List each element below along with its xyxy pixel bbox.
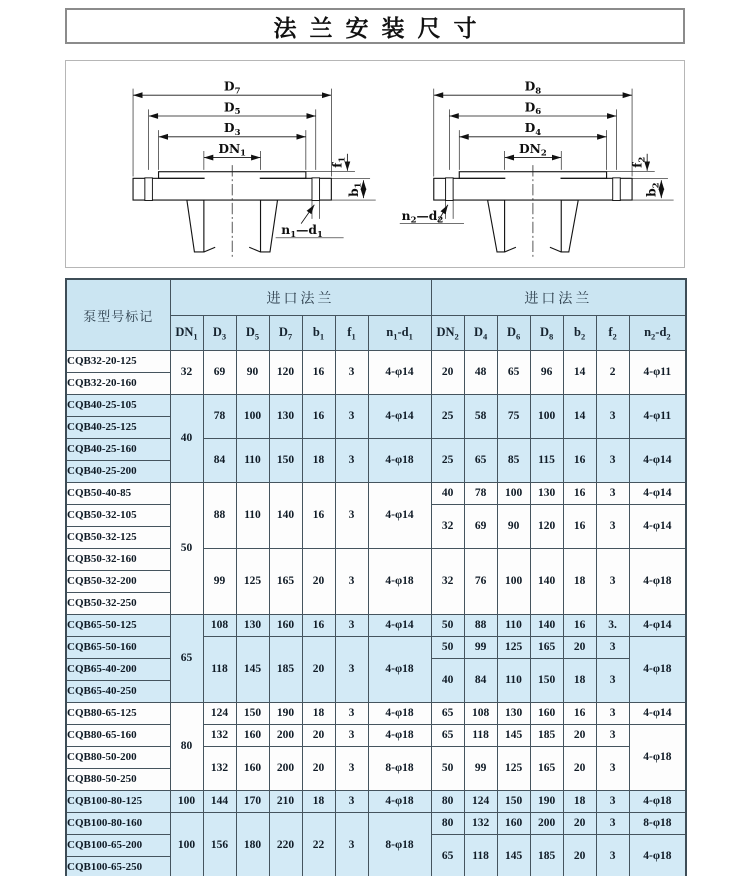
value-cell: 4-φ18 [368, 791, 431, 813]
value-cell: 4-φ18 [368, 439, 431, 483]
value-cell: 124 [464, 791, 497, 813]
pipe-wall-right [561, 200, 578, 252]
value-cell: 118 [203, 637, 236, 703]
value-cell: 16 [563, 439, 596, 483]
value-cell: 110 [236, 483, 269, 549]
page-title: 法兰安装尺寸 [273, 14, 490, 41]
value-cell: 220 [269, 813, 302, 876]
inlet-flange-diagram [100, 69, 388, 265]
value-cell: 16 [302, 615, 335, 637]
model-cell: CQB100-80-160 [66, 813, 170, 835]
value-cell: 144 [203, 791, 236, 813]
value-cell: 3 [596, 439, 629, 483]
flange-diagrams [65, 60, 685, 268]
value-cell: 3 [335, 351, 368, 395]
value-cell: 3 [335, 747, 368, 791]
bolt-hole-projection [312, 200, 320, 219]
value-cell: 48 [464, 351, 497, 395]
value-cell: 185 [269, 637, 302, 703]
value-cell: 88 [464, 615, 497, 637]
value-cell: 4-φ14 [368, 351, 431, 395]
model-cell: CQB40-25-200 [66, 461, 170, 483]
value-cell: 4-φ11 [629, 395, 686, 439]
value-cell: 20 [431, 351, 464, 395]
dim-label-b2: $b_2$ [643, 182, 662, 197]
value-cell: 170 [236, 791, 269, 813]
value-cell: 65 [431, 835, 464, 876]
value-cell: 40 [431, 483, 464, 505]
value-cell: 8-φ18 [629, 813, 686, 835]
value-cell: 14 [563, 351, 596, 395]
value-cell: 16 [302, 395, 335, 439]
value-cell: 156 [203, 813, 236, 876]
bolt-hole-projection [446, 200, 454, 219]
value-cell: 150 [530, 659, 563, 703]
table-row [66, 791, 686, 813]
value-cell: 132 [203, 725, 236, 747]
col-header-f1: $f_1$ [335, 316, 368, 351]
model-cell: CQB80-65-160 [66, 725, 170, 747]
value-cell: 75 [497, 395, 530, 439]
value-cell: 20 [302, 747, 335, 791]
value-cell: 3 [596, 703, 629, 725]
value-cell: 65 [431, 725, 464, 747]
value-cell: 80 [431, 813, 464, 835]
nd-leader [301, 205, 314, 224]
value-cell: 3 [335, 549, 368, 615]
model-cell: CQB65-40-250 [66, 681, 170, 703]
value-cell: 100 [170, 813, 203, 876]
value-cell: 4-φ18 [368, 637, 431, 703]
value-cell: 200 [530, 813, 563, 835]
outlet-flange-diagram [396, 69, 684, 265]
value-cell: 145 [236, 637, 269, 703]
value-cell: 165 [530, 747, 563, 791]
value-cell: 100 [497, 483, 530, 505]
value-cell: 20 [563, 747, 596, 791]
pipe-wall-left [187, 200, 204, 252]
value-cell: 16 [302, 483, 335, 549]
value-cell: 3 [596, 791, 629, 813]
value-cell: 18 [563, 659, 596, 703]
value-cell: 69 [464, 505, 497, 549]
value-cell: 150 [236, 703, 269, 725]
bolt-hole-left [145, 178, 153, 201]
value-cell: 3 [596, 725, 629, 747]
value-cell: 130 [530, 483, 563, 505]
model-cell: CQB50-32-105 [66, 505, 170, 527]
table-row [66, 813, 686, 835]
model-cell: CQB40-25-125 [66, 417, 170, 439]
value-cell: 130 [497, 703, 530, 725]
value-cell: 120 [269, 351, 302, 395]
inlet-flange-group-header: 进口法兰 [170, 279, 431, 316]
dim-label-d5: $D_5$ [223, 99, 241, 118]
value-cell: 125 [236, 549, 269, 615]
value-cell: 3 [335, 483, 368, 549]
value-cell: 99 [203, 549, 236, 615]
value-cell: 4-φ14 [629, 483, 686, 505]
value-cell: 4-φ18 [368, 549, 431, 615]
value-cell: 200 [269, 747, 302, 791]
table-row [66, 725, 686, 747]
value-cell: 3 [335, 395, 368, 439]
value-cell: 18 [302, 439, 335, 483]
value-cell: 130 [236, 615, 269, 637]
value-cell: 110 [497, 615, 530, 637]
value-cell: 65 [170, 615, 203, 703]
value-cell: 165 [530, 637, 563, 659]
model-cell: CQB32-20-160 [66, 373, 170, 395]
value-cell: 180 [236, 813, 269, 876]
value-cell: 100 [236, 395, 269, 439]
pipe-wall-left [488, 200, 505, 252]
value-cell: 90 [236, 351, 269, 395]
value-cell: 140 [530, 549, 563, 615]
value-cell: 14 [563, 395, 596, 439]
group-header-row [66, 279, 686, 316]
model-cell: CQB100-65-250 [66, 857, 170, 876]
value-cell: 3 [596, 747, 629, 791]
value-cell: 18 [563, 549, 596, 615]
col-header-f2: $f_2$ [596, 316, 629, 351]
value-cell: 3 [335, 637, 368, 703]
dim-label-dn2: $DN_2$ [519, 140, 547, 159]
dim-label-d7: $D_7$ [223, 78, 241, 97]
dim-label-b1: $b_1$ [345, 182, 364, 197]
value-cell: 99 [464, 747, 497, 791]
value-cell: 210 [269, 791, 302, 813]
value-cell: 145 [497, 835, 530, 876]
value-cell: 4-φ18 [629, 791, 686, 813]
table-row [66, 395, 686, 417]
value-cell: 132 [464, 813, 497, 835]
value-cell: 3 [596, 549, 629, 615]
value-cell: 160 [236, 747, 269, 791]
value-cell: 84 [464, 659, 497, 703]
value-cell: 18 [563, 791, 596, 813]
dim-label-d3: $D_3$ [223, 120, 241, 138]
table-row [66, 637, 686, 659]
model-cell: CQB100-80-125 [66, 791, 170, 813]
value-cell: 50 [431, 637, 464, 659]
value-cell: 4-φ18 [629, 637, 686, 703]
value-cell: 90 [497, 505, 530, 549]
value-cell: 16 [563, 615, 596, 637]
value-cell: 3 [596, 505, 629, 549]
value-cell: 80 [170, 703, 203, 791]
bolt-hole-right [312, 178, 320, 201]
value-cell: 140 [530, 615, 563, 637]
col-header-d4: $D_4$ [464, 316, 497, 351]
table-row [66, 483, 686, 505]
value-cell: 18 [302, 703, 335, 725]
value-cell: 145 [497, 725, 530, 747]
value-cell: 16 [563, 703, 596, 725]
value-cell: 8-φ18 [368, 747, 431, 791]
value-cell: 160 [497, 813, 530, 835]
value-cell: 20 [302, 637, 335, 703]
value-cell: 3 [596, 659, 629, 703]
col-header-d3: $D_3$ [203, 316, 236, 351]
value-cell: 190 [530, 791, 563, 813]
value-cell: 99 [464, 637, 497, 659]
value-cell: 50 [431, 615, 464, 637]
value-cell: 25 [431, 395, 464, 439]
bolt-hole-left [446, 178, 454, 201]
table-row [66, 703, 686, 725]
value-cell: 32 [431, 505, 464, 549]
dim-label-d8: $D_8$ [524, 78, 542, 97]
value-cell: 100 [530, 395, 563, 439]
value-cell: 40 [431, 659, 464, 703]
value-cell: 160 [530, 703, 563, 725]
col-header-dn1: $DN_1$ [170, 316, 203, 351]
pipe-wall-right [261, 200, 278, 252]
value-cell: 16 [563, 483, 596, 505]
model-cell: CQB32-20-125 [66, 351, 170, 373]
value-cell: 150 [269, 439, 302, 483]
value-cell: 4-φ14 [629, 439, 686, 483]
value-cell: 80 [431, 791, 464, 813]
value-cell: 3 [335, 615, 368, 637]
dim-label-f1: $f_1$ [329, 156, 348, 168]
value-cell: 118 [464, 835, 497, 876]
value-cell: 40 [170, 395, 203, 483]
value-cell: 88 [203, 483, 236, 549]
model-column-header: 泵型号标记 [66, 279, 170, 351]
value-cell: 3 [335, 813, 368, 876]
value-cell: 20 [563, 637, 596, 659]
value-cell: 32 [170, 351, 203, 395]
value-cell: 140 [269, 483, 302, 549]
value-cell: 165 [269, 549, 302, 615]
value-cell: 160 [269, 615, 302, 637]
dim-label-dn1: $DN_1$ [218, 140, 247, 159]
value-cell: 125 [497, 747, 530, 791]
value-cell: 190 [269, 703, 302, 725]
value-cell: 4-φ14 [368, 483, 431, 549]
model-cell: CQB50-32-160 [66, 549, 170, 571]
value-cell: 185 [530, 725, 563, 747]
value-cell: 4-φ14 [629, 703, 686, 725]
value-cell: 84 [203, 439, 236, 483]
table-row [66, 351, 686, 373]
value-cell: 78 [464, 483, 497, 505]
model-cell: CQB100-65-200 [66, 835, 170, 857]
model-cell: CQB80-50-200 [66, 747, 170, 769]
value-cell: 4-φ18 [629, 835, 686, 876]
value-cell: 130 [269, 395, 302, 439]
value-cell: 3 [335, 791, 368, 813]
value-cell: 16 [302, 351, 335, 395]
value-cell: 4-φ11 [629, 351, 686, 395]
nd-label: $n_2—d_2$ [401, 207, 444, 226]
value-cell: 110 [236, 439, 269, 483]
value-cell: 125 [497, 637, 530, 659]
dim-label-d6: $D_6$ [524, 99, 542, 118]
model-cell: CQB50-32-250 [66, 593, 170, 615]
value-cell: 32 [431, 549, 464, 615]
value-cell: 3 [596, 395, 629, 439]
value-cell: 3 [335, 725, 368, 747]
value-cell: 118 [464, 725, 497, 747]
value-cell: 25 [431, 439, 464, 483]
value-cell: 65 [464, 439, 497, 483]
model-cell: CQB50-32-200 [66, 571, 170, 593]
value-cell: 65 [497, 351, 530, 395]
table-row [66, 549, 686, 571]
value-cell: 115 [530, 439, 563, 483]
value-cell: 20 [302, 549, 335, 615]
value-cell: 78 [203, 395, 236, 439]
value-cell: 20 [563, 835, 596, 876]
bolt-hole-right [613, 178, 621, 201]
model-cell: CQB40-25-160 [66, 439, 170, 461]
dim-label-d4: $D_4$ [524, 120, 542, 138]
value-cell: 3. [596, 615, 629, 637]
flange-dimensions-table [65, 278, 687, 876]
value-cell: 3 [596, 813, 629, 835]
value-cell: 108 [464, 703, 497, 725]
value-cell: 22 [302, 813, 335, 876]
value-cell: 3 [596, 835, 629, 876]
value-cell: 132 [203, 747, 236, 791]
value-cell: 100 [170, 791, 203, 813]
col-header-d8: $D_8$ [530, 316, 563, 351]
value-cell: 120 [530, 505, 563, 549]
value-cell: 3 [335, 703, 368, 725]
value-cell: 3 [596, 483, 629, 505]
model-cell: CQB50-40-85 [66, 483, 170, 505]
value-cell: 100 [497, 549, 530, 615]
value-cell: 160 [236, 725, 269, 747]
value-cell: 4-φ14 [368, 615, 431, 637]
value-cell: 108 [203, 615, 236, 637]
value-cell: 65 [431, 703, 464, 725]
value-cell: 58 [464, 395, 497, 439]
value-cell: 85 [497, 439, 530, 483]
value-cell: 50 [170, 483, 203, 615]
value-cell: 20 [302, 725, 335, 747]
model-cell: CQB80-50-250 [66, 769, 170, 791]
value-cell: 76 [464, 549, 497, 615]
value-cell: 4-φ14 [629, 615, 686, 637]
col-header-dn2: $DN_2$ [431, 316, 464, 351]
col-header-b2: $b_2$ [563, 316, 596, 351]
table-row [66, 439, 686, 461]
value-cell: 20 [563, 725, 596, 747]
value-cell: 4-φ18 [368, 725, 431, 747]
value-cell: 2 [596, 351, 629, 395]
value-cell: 3 [335, 439, 368, 483]
value-cell: 4-φ18 [368, 703, 431, 725]
model-cell: CQB80-65-125 [66, 703, 170, 725]
outlet-flange-group-header: 进口法兰 [431, 279, 686, 316]
model-cell: CQB50-32-125 [66, 527, 170, 549]
value-cell: 4-φ18 [629, 549, 686, 615]
value-cell: 96 [530, 351, 563, 395]
col-header-b1: $b_1$ [302, 316, 335, 351]
col-header-d6: $D_6$ [497, 316, 530, 351]
value-cell: 50 [431, 747, 464, 791]
value-cell: 185 [530, 835, 563, 876]
col-header-d7: $D_7$ [269, 316, 302, 351]
nd-label: $n_1—d_1$ [281, 222, 323, 240]
title-box [65, 8, 685, 44]
value-cell: 200 [269, 725, 302, 747]
value-cell: 124 [203, 703, 236, 725]
value-cell: 8-φ18 [368, 813, 431, 876]
col-header-d5: $D_5$ [236, 316, 269, 351]
value-cell: 110 [497, 659, 530, 703]
value-cell: 150 [497, 791, 530, 813]
value-cell: 4-φ18 [629, 725, 686, 791]
value-cell: 16 [563, 505, 596, 549]
model-cell: CQB65-40-200 [66, 659, 170, 681]
table-row [66, 615, 686, 637]
value-cell: 20 [563, 813, 596, 835]
table-row [66, 747, 686, 769]
dim-label-f2: $f_2$ [629, 156, 648, 168]
value-cell: 18 [302, 791, 335, 813]
value-cell: 4-φ14 [629, 505, 686, 549]
col-header-n2d2: $n_2-d_2$ [629, 316, 686, 351]
model-cell: CQB40-25-105 [66, 395, 170, 417]
value-cell: 4-φ14 [368, 395, 431, 439]
col-header-n1d1: $n_1-d_1$ [368, 316, 431, 351]
value-cell: 3 [596, 637, 629, 659]
model-cell: CQB65-50-160 [66, 637, 170, 659]
model-cell: CQB65-50-125 [66, 615, 170, 637]
value-cell: 69 [203, 351, 236, 395]
